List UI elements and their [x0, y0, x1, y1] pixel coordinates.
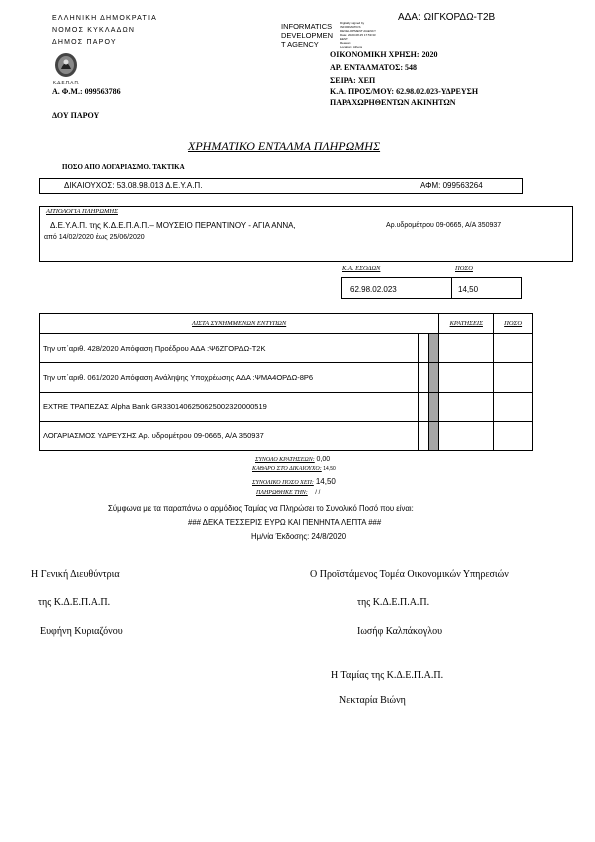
- budget-code-description: ΠΑΡΑΧΩΡΗΘΕΝΤΩΝ ΑΚΙΝΗΤΩΝ: [330, 98, 456, 107]
- justification-line-1b: Αρ.υδρομέτρου 09-0665, Α/Α 350937: [386, 222, 502, 229]
- left-signatory-org: της Κ.Δ.Ε.Π.Α.Π.: [38, 597, 111, 608]
- signature-detail: Date: 2020.08.25 17:59:33: [340, 33, 376, 37]
- country-line: ΕΛΛΗΝΙΚΗ ΔΗΜΟΚΡΑΤΙΑ: [52, 15, 158, 22]
- table-cell: [439, 363, 494, 392]
- beneficiary-label: ΔΙΚΑΙΟΥΧΟΣ: 53.08.98.013 Δ.Ε.Υ.Α.Π.: [64, 181, 203, 190]
- table-cell: [429, 392, 439, 421]
- table-header-row: [40, 314, 533, 334]
- paid-label: ΠΛΗΡΩΘΗΚΕ ΤΗΝ:: [256, 490, 308, 496]
- table-row: [40, 363, 533, 392]
- net-amount: [252, 466, 336, 472]
- table-cell: [439, 392, 494, 421]
- afm-label: Α. Φ.Μ.: 099563786: [52, 87, 121, 96]
- justification-line-1a: Δ.Ε.Υ.Α.Π. της Κ.Δ.Ε.Π.Α.Π.– ΜΟΥΣΕΙΟ ΠΕΡΑΝΤΙΝΟΥ - ΑΓΙΑ ΑΝΝΑ,: [50, 221, 296, 230]
- right-signatory-org: της Κ.Δ.Ε.Π.Α.Π.: [357, 597, 430, 608]
- issue-date: Ημ/νία Έκδοσης: 24/8/2020: [251, 532, 347, 541]
- table-cell: [429, 421, 439, 450]
- paid-date: [256, 490, 320, 496]
- header-amount: ΠΟΣΟ: [494, 314, 533, 334]
- deductions-value: 0,00: [316, 456, 331, 463]
- table-row: [40, 421, 533, 450]
- net-label: ΚΑΘΑΡΟ ΣΤΟ ΔΙΚΑΙΟΥΧΟ:: [252, 466, 322, 472]
- table-cell: [494, 363, 533, 392]
- right-signatory-title: Ο Προϊστάμενος Τομέα Οικονομικών Υπηρεσιών: [310, 569, 509, 580]
- left-signatory-name: Ευφήνη Κυριαζόνου: [40, 626, 123, 637]
- table-cell: [494, 421, 533, 450]
- table-row: [40, 334, 533, 363]
- income-box: [341, 277, 522, 299]
- signer-line-3: T AGENCY: [281, 40, 319, 49]
- page-title: ΧΡΗΜΑΤΙΚΟ ΕΝΤΑΛΜΑ ΠΛΗΡΩΜΗΣ: [188, 139, 381, 153]
- signature-detail: INFORMATICS: [340, 25, 361, 29]
- income-code-header: Κ.Α. ΕΣΟΔΩΝ: [342, 265, 381, 272]
- prefecture-line: ΝΟΜΟΣ ΚΥΚΛΑΔΩΝ: [52, 27, 136, 34]
- signer-line-1: INFORMATICS: [281, 22, 333, 31]
- income-code: 62.98.02.023: [350, 285, 397, 294]
- header-document-list: ΛΙΣΤΑ ΣΥΝΗΜΜΕΝΩΝ ΕΝΤΥΠΩΝ: [40, 314, 439, 334]
- table-cell: [418, 421, 428, 450]
- ada-code: ΑΔΑ: ΩΙΓΚΟΡΔΩ-Τ2Β: [398, 12, 496, 23]
- table-row: [40, 392, 533, 421]
- signer-line-2: DEVELOPMEN: [281, 31, 334, 40]
- table-cell: [494, 392, 533, 421]
- table-cell: [418, 334, 428, 363]
- document-name: ΛΟΓΑΡΙΑΣΜΟΣ ΥΔΡΕΥΣΗΣ Αρ. υδρομέτρου 09-0665, Α/Α 350937: [40, 421, 419, 450]
- deductions-label: ΣΥΝΟΛΟ ΚΡΑΤΗΣΕΩΝ:: [255, 457, 315, 463]
- left-signatory-title: Η Γενική Διευθύντρια: [31, 569, 120, 580]
- right-signatory-name: Ιωσήφ Καλπάκογλου: [357, 626, 443, 637]
- net-value: 14,50: [323, 466, 336, 472]
- account-line: ΠΟΣΟ ΑΠΟ ΛΟΓΑΡΙΑΣΜΟ. ΤΑΚΤΙΚΑ: [62, 163, 185, 171]
- signature-detail: Digitally signed by: [340, 21, 365, 25]
- justification-line-2: από 14/02/2020 έως 25/06/2020: [44, 234, 145, 241]
- header-deductions: ΚΡΑΤΗΣΕΙΣ: [439, 314, 494, 334]
- total-label: ΣΥΝΟΛΙΚΟ ΠΟΣΟ ΧΕΠ:: [252, 480, 314, 486]
- series: ΣΕΙΡΑ: ΧΕΠ: [330, 76, 376, 85]
- table-cell: [418, 363, 428, 392]
- beneficiary-box: [39, 178, 523, 194]
- table-cell: [494, 334, 533, 363]
- justification-box: [39, 206, 573, 262]
- income-amount: 14,50: [458, 285, 479, 294]
- total-value: 14,50: [315, 477, 336, 486]
- signer-name: [281, 22, 333, 49]
- total-deductions: [255, 455, 330, 463]
- tax-office-label: ΔΟΥ ΠΑΡΟΥ: [52, 111, 100, 120]
- signature-detail: Reason:: [340, 41, 352, 45]
- income-amount-header: ΠΟΣΟ: [455, 265, 473, 272]
- table-cell: [418, 392, 428, 421]
- amount-in-words: ### ΔΕΚΑ ΤΕΣΣΕΡΙΣ ΕΥΡΩ ΚΑΙ ΠΕΝΗΝΤΑ ΛΕΠΤΑ ###: [188, 518, 382, 527]
- signature-detail: EEST: [340, 37, 348, 41]
- attached-documents-table: [39, 313, 533, 451]
- cashier-title: Η Ταμίας της Κ.Δ.Ε.Π.Α.Π.: [331, 670, 444, 681]
- payment-statement: Σύμφωνα με τα παραπάνω ο αρμόδιος Ταμίας να Πληρώσει το Συνολικό Ποσό που είναι:: [108, 504, 414, 513]
- table-cell: [429, 363, 439, 392]
- signature-detail: Location: Athens: [340, 45, 363, 49]
- fiscal-year: ΟΙΚΟΝΟΜΙΚΗ ΧΡΗΣΗ: 2020: [330, 50, 438, 59]
- justification-title: ΑΙΤΙΟΛΟΓΙΑ ΠΛΗΡΩΜΗΣ: [46, 208, 118, 215]
- signature-detail: DEVELOPMENT AGENCY: [340, 29, 376, 33]
- budget-code: Κ.Α. ΠΡΟΣ/ΜΟΥ: 62.98.02.023-ΥΔΡΕΥΣΗ: [330, 87, 479, 96]
- signature-details: [340, 21, 376, 49]
- table-cell: [429, 334, 439, 363]
- table-cell: [439, 421, 494, 450]
- seal-label: Κ.Δ.Ε.Π.Α.Π.: [53, 80, 80, 85]
- document-name: EXTRE ΤΡΑΠΕΖΑΣ Alpha Bank GR3301406250625002320000519: [40, 392, 419, 421]
- municipal-seal-icon: [52, 52, 80, 82]
- total-amount: [252, 477, 336, 486]
- paid-value: / /: [315, 490, 321, 496]
- cashier-name: Νεκταρία Βιώνη: [339, 695, 406, 706]
- table-cell: [439, 334, 494, 363]
- document-name: Την υπ΄αριθ. 428/2020 Απόφαση Προέδρου ΑΔΑ :Ψ6ΖΓΟΡΔΩ-Τ2Κ: [40, 334, 419, 363]
- document-name: Την υπ΄αριθ. 061/2020 Απόφαση Ανάληψης Υποχρέωσης ΑΔΑ :ΨΜΑ4ΟΡΔΩ-8Ρ6: [40, 363, 419, 392]
- beneficiary-afm: ΑΦΜ: 099563264: [420, 181, 483, 190]
- warrant-number: ΑΡ. ΕΝΤΑΛΜΑΤΟΣ: 548: [330, 63, 417, 72]
- municipality-line: ΔΗΜΟΣ ΠΑΡΟΥ: [52, 39, 117, 46]
